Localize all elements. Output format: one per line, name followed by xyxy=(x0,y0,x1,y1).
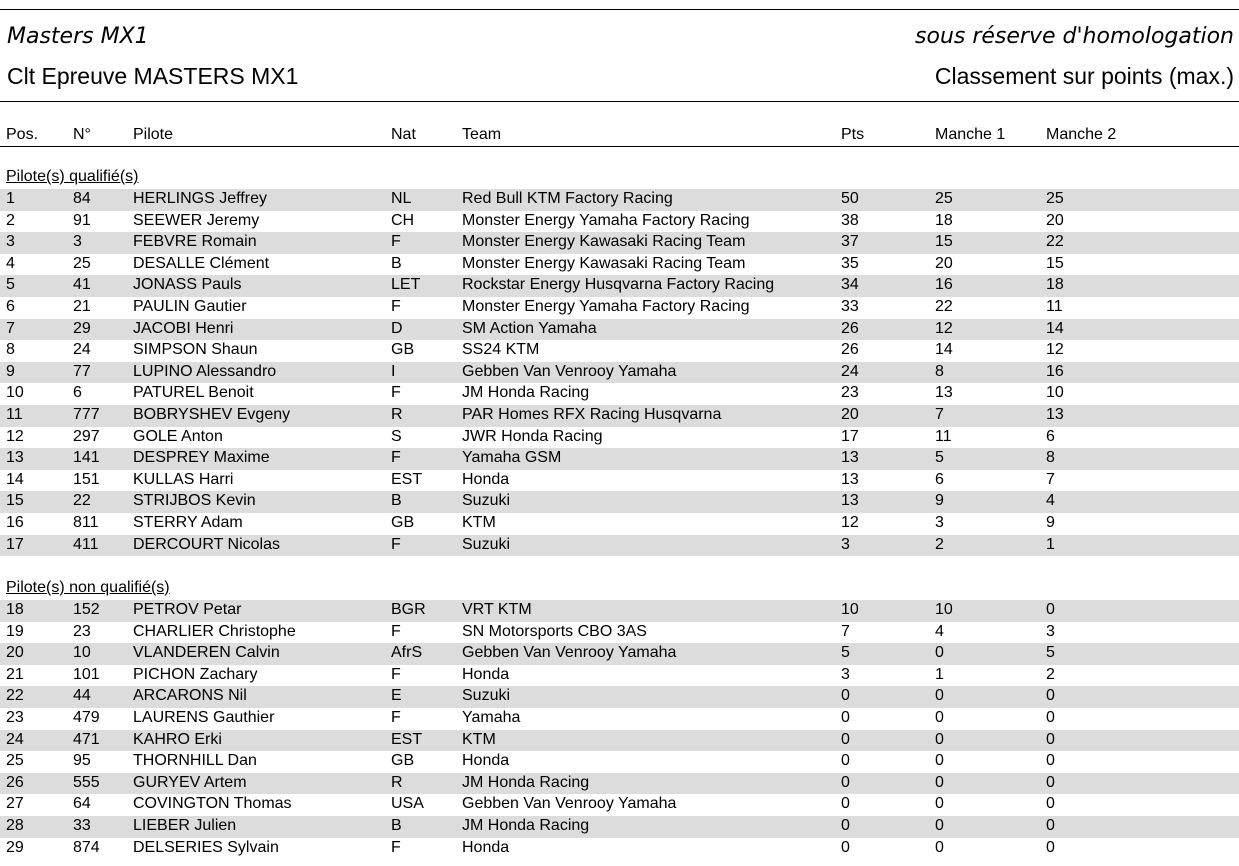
cell-team: Rockstar Energy Husqvarna Factory Racing xyxy=(462,276,775,294)
cell-pts: 0 xyxy=(841,730,850,748)
cell-pts: 24 xyxy=(841,362,859,380)
cell-team: Monster Energy Kawasaki Racing Team xyxy=(462,233,746,251)
cell-number: 555 xyxy=(73,773,100,791)
cell-pos: 27 xyxy=(6,795,24,813)
cell-manche-1: 0 xyxy=(935,795,944,813)
cell-nat: F xyxy=(391,535,401,553)
cell-pts: 17 xyxy=(841,427,859,445)
col-pilote: Pilote xyxy=(133,126,174,143)
cell-nat: F xyxy=(391,708,401,726)
cell-pilote: KAHRO Erki xyxy=(133,730,222,748)
cell-number: 44 xyxy=(73,687,91,705)
cell-pts: 50 xyxy=(841,190,859,207)
cell-nat: F xyxy=(391,838,401,856)
table-row xyxy=(0,232,1239,254)
cell-pos: 4 xyxy=(6,254,15,272)
table-row xyxy=(0,340,1239,362)
cell-pts: 35 xyxy=(841,254,859,272)
cell-team: Suzuki xyxy=(462,687,511,705)
cell-pos: 2 xyxy=(6,211,15,229)
cell-manche-2: 7 xyxy=(1046,470,1055,488)
table-row xyxy=(0,773,1239,795)
cell-manche-2: 12 xyxy=(1046,341,1064,359)
cell-pts: 13 xyxy=(841,492,859,510)
cell-nat: F xyxy=(391,233,401,251)
cell-pts: 0 xyxy=(841,752,850,770)
col-team: Team xyxy=(462,126,502,143)
cell-pts: 0 xyxy=(841,795,850,813)
table-row xyxy=(0,686,1239,708)
section-title-qualified: Pilote(s) qualifié(s) xyxy=(6,168,139,185)
cell-pilote: DESPREY Maxime xyxy=(133,449,270,467)
cell-number: 25 xyxy=(73,254,91,272)
cell-manche-1: 25 xyxy=(935,190,953,207)
cell-pilote: STRIJBOS Kevin xyxy=(133,492,256,510)
cell-nat: F xyxy=(391,297,401,315)
cell-pts: 26 xyxy=(841,341,859,359)
cell-pts: 3 xyxy=(841,535,850,553)
cell-pilote: DERCOURT Nicolas xyxy=(133,535,280,553)
cell-pos: 7 xyxy=(6,319,15,337)
cell-pilote: THORNHILL Dan xyxy=(133,752,257,770)
cell-pos: 9 xyxy=(6,362,15,380)
header-rule xyxy=(0,101,1239,102)
section-title-non-qualified: Pilote(s) non qualifié(s) xyxy=(6,579,170,596)
cell-pos: 20 xyxy=(6,644,24,662)
homologation-note: sous réserve d'homologation xyxy=(915,24,1234,49)
cell-manche-1: 3 xyxy=(935,513,944,531)
cell-manche-2: 0 xyxy=(1046,773,1055,791)
cell-manche-2: 0 xyxy=(1046,752,1055,770)
cell-pts: 0 xyxy=(841,687,850,705)
column-headers xyxy=(0,124,1239,146)
cell-manche-1: 1 xyxy=(935,665,944,683)
ranking-type: Classement sur points (max.) xyxy=(934,63,1234,89)
cell-team: Yamaha xyxy=(462,708,521,726)
cell-team: PAR Homes RFX Racing Husqvarna xyxy=(462,405,722,423)
cell-pilote: PICHON Zachary xyxy=(133,665,258,683)
cell-number: 41 xyxy=(73,276,91,294)
cell-pos: 15 xyxy=(6,492,24,510)
table-row xyxy=(0,383,1239,405)
cell-team: Honda xyxy=(462,665,510,683)
table-row xyxy=(0,513,1239,535)
cell-pos: 13 xyxy=(6,449,24,467)
table-row xyxy=(0,665,1239,687)
cell-manche-2: 6 xyxy=(1046,427,1055,445)
cell-pilote: JONASS Pauls xyxy=(133,276,242,294)
cell-nat: R xyxy=(391,773,403,791)
page-title: Masters MX1 xyxy=(7,24,149,49)
cell-nat: LET xyxy=(391,276,421,294)
cell-nat: CH xyxy=(391,211,415,229)
cell-team: Honda xyxy=(462,470,510,488)
cell-pts: 33 xyxy=(841,297,859,315)
cell-number: 29 xyxy=(73,319,91,337)
cell-pos: 3 xyxy=(6,233,15,251)
cell-pilote: COVINGTON Thomas xyxy=(133,795,292,813)
cell-manche-1: 0 xyxy=(935,773,944,791)
table-row xyxy=(0,535,1239,557)
cell-team: Yamaha GSM xyxy=(462,449,562,467)
cell-team: Red Bull KTM Factory Racing xyxy=(462,190,673,207)
cell-pilote: PETROV Petar xyxy=(133,601,242,618)
cell-team: JWR Honda Racing xyxy=(462,427,603,445)
cell-team: Monster Energy Kawasaki Racing Team xyxy=(462,254,746,272)
cell-pilote: HERLINGS Jeffrey xyxy=(133,190,267,207)
cell-pts: 34 xyxy=(841,276,859,294)
cell-number: 101 xyxy=(73,665,100,683)
col-pos: Pos. xyxy=(6,126,39,143)
col-pts: Pts xyxy=(841,126,865,143)
cell-number: 152 xyxy=(73,601,100,618)
cell-pos: 5 xyxy=(6,276,15,294)
cell-pilote: PAULIN Gautier xyxy=(133,297,247,315)
cell-nat: S xyxy=(391,427,402,445)
cell-team: Suzuki xyxy=(462,492,511,510)
cell-nat: I xyxy=(391,362,396,380)
cell-number: 874 xyxy=(73,838,100,856)
cell-manche-2: 22 xyxy=(1046,233,1064,251)
cell-pos: 1 xyxy=(6,190,15,207)
cell-nat: USA xyxy=(391,795,424,813)
cell-number: 33 xyxy=(73,816,91,834)
cell-manche-2: 10 xyxy=(1046,384,1064,402)
cell-pts: 0 xyxy=(841,773,850,791)
cell-nat: B xyxy=(391,816,402,834)
cell-pts: 0 xyxy=(841,708,850,726)
cell-manche-1: 0 xyxy=(935,687,944,705)
col-nat: Nat xyxy=(391,126,416,143)
cell-pts: 13 xyxy=(841,470,859,488)
table-row xyxy=(0,254,1239,276)
table-row xyxy=(0,794,1239,816)
cell-manche-2: 14 xyxy=(1046,319,1064,337)
cell-pos: 23 xyxy=(6,708,24,726)
cell-manche-2: 0 xyxy=(1046,795,1055,813)
cell-pos: 26 xyxy=(6,773,24,791)
cell-pos: 18 xyxy=(6,601,24,618)
cell-pos: 28 xyxy=(6,816,24,834)
col-manche-1: Manche 1 xyxy=(935,126,1006,143)
table-row xyxy=(0,448,1239,470)
cell-manche-1: 16 xyxy=(935,276,953,294)
cell-pos: 25 xyxy=(6,752,24,770)
cell-team: JM Honda Racing xyxy=(462,384,590,402)
table-row xyxy=(0,297,1239,319)
cell-manche-2: 5 xyxy=(1046,644,1055,662)
cell-manche-1: 11 xyxy=(935,427,952,445)
cell-pos: 14 xyxy=(6,470,24,488)
cell-pilote: LUPINO Alessandro xyxy=(133,362,277,380)
cell-team: JM Honda Racing xyxy=(462,773,590,791)
cell-number: 24 xyxy=(73,341,91,359)
cell-team: Gebben Van Venrooy Yamaha xyxy=(462,362,677,380)
cell-nat: EST xyxy=(391,730,423,748)
cell-number: 151 xyxy=(73,470,100,488)
cell-pts: 26 xyxy=(841,319,859,337)
cell-team: SS24 KTM xyxy=(462,341,540,359)
cell-pilote: GURYEV Artem xyxy=(133,773,247,791)
table-row xyxy=(0,275,1239,297)
cell-pos: 17 xyxy=(6,535,24,553)
cell-manche-1: 15 xyxy=(935,233,953,251)
table-row xyxy=(0,838,1239,860)
cell-manche-1: 9 xyxy=(935,492,944,510)
table-row xyxy=(0,751,1239,773)
cell-team: Honda xyxy=(462,838,510,856)
cell-manche-1: 8 xyxy=(935,362,944,380)
cell-manche-2: 11 xyxy=(1046,297,1063,315)
cell-manche-1: 7 xyxy=(935,405,944,423)
cell-manche-2: 0 xyxy=(1046,687,1055,705)
cell-manche-2: 2 xyxy=(1046,665,1055,683)
cell-nat: NL xyxy=(391,190,412,207)
cell-pos: 16 xyxy=(6,513,24,531)
cell-manche-2: 0 xyxy=(1046,730,1055,748)
cell-manche-2: 0 xyxy=(1046,838,1055,856)
cell-manche-2: 18 xyxy=(1046,276,1064,294)
cell-nat: R xyxy=(391,405,403,423)
cell-nat: F xyxy=(391,622,401,640)
table-row xyxy=(0,816,1239,838)
cell-number: 77 xyxy=(73,362,91,380)
cell-pts: 0 xyxy=(841,838,850,856)
cell-pts: 3 xyxy=(841,665,850,683)
cell-manche-2: 0 xyxy=(1046,601,1055,618)
cell-manche-1: 12 xyxy=(935,319,953,337)
table-row xyxy=(0,730,1239,752)
cell-manche-1: 2 xyxy=(935,535,944,553)
table-row xyxy=(0,189,1239,211)
cell-nat: D xyxy=(391,319,403,337)
cell-pts: 20 xyxy=(841,405,859,423)
cell-pilote: VLANDEREN Calvin xyxy=(133,644,280,662)
cell-manche-2: 3 xyxy=(1046,622,1055,640)
cell-pilote: FEBVRE Romain xyxy=(133,233,257,251)
cell-nat: GB xyxy=(391,341,415,359)
cell-pilote: SEEWER Jeremy xyxy=(133,211,260,229)
cell-pos: 11 xyxy=(6,405,23,423)
cell-team: SN Motorsports CBO 3AS xyxy=(462,622,647,640)
cell-manche-2: 16 xyxy=(1046,362,1064,380)
cell-manche-1: 0 xyxy=(935,752,944,770)
cell-pilote: GOLE Anton xyxy=(133,427,223,445)
cell-manche-1: 4 xyxy=(935,622,944,640)
event-subtitle: Clt Epreuve MASTERS MX1 xyxy=(7,63,299,89)
cell-team: KTM xyxy=(462,513,496,531)
cell-manche-1: 6 xyxy=(935,470,944,488)
cell-manche-1: 10 xyxy=(935,601,953,618)
table-row xyxy=(0,600,1239,622)
table-row xyxy=(0,708,1239,730)
cell-pts: 10 xyxy=(841,601,859,618)
table-row xyxy=(0,362,1239,384)
cell-pos: 6 xyxy=(6,297,15,315)
table-row xyxy=(0,491,1239,513)
cell-manche-1: 0 xyxy=(935,816,944,834)
column-header-rule xyxy=(0,146,1239,147)
cell-team: Monster Energy Yamaha Factory Racing xyxy=(462,211,750,229)
col-manche-2: Manche 2 xyxy=(1046,126,1117,143)
cell-pts: 5 xyxy=(841,644,850,662)
cell-pilote: PATUREL Benoit xyxy=(133,384,254,402)
cell-number: 91 xyxy=(73,211,91,229)
cell-pilote: DESALLE Clément xyxy=(133,254,270,272)
cell-number: 297 xyxy=(73,427,100,445)
cell-pilote: ARCARONS Nil xyxy=(133,687,247,705)
cell-pilote: BOBRYSHEV Evgeny xyxy=(133,405,291,423)
cell-manche-1: 0 xyxy=(935,838,944,856)
cell-manche-2: 20 xyxy=(1046,211,1064,229)
cell-manche-2: 0 xyxy=(1046,816,1055,834)
cell-manche-1: 0 xyxy=(935,708,944,726)
cell-number: 95 xyxy=(73,752,91,770)
cell-manche-2: 13 xyxy=(1046,405,1064,423)
cell-nat: AfrS xyxy=(391,644,423,662)
cell-manche-1: 0 xyxy=(935,644,944,662)
cell-manche-1: 13 xyxy=(935,384,953,402)
cell-number: 10 xyxy=(73,644,91,662)
cell-manche-1: 14 xyxy=(935,341,953,359)
cell-pilote: LIEBER Julien xyxy=(133,816,237,834)
cell-nat: GB xyxy=(391,752,415,770)
table-row xyxy=(0,622,1239,644)
cell-manche-2: 25 xyxy=(1046,190,1064,207)
cell-manche-1: 0 xyxy=(935,730,944,748)
cell-nat: F xyxy=(391,665,401,683)
cell-manche-1: 18 xyxy=(935,211,953,229)
cell-pts: 38 xyxy=(841,211,859,229)
cell-pts: 23 xyxy=(841,384,859,402)
cell-pilote: STERRY Adam xyxy=(133,513,243,531)
table-row xyxy=(0,643,1239,665)
cell-manche-1: 5 xyxy=(935,449,944,467)
cell-manche-2: 1 xyxy=(1046,535,1055,553)
cell-number: 777 xyxy=(73,405,100,423)
col-number: N° xyxy=(73,126,91,143)
cell-number: 84 xyxy=(73,190,91,207)
cell-manche-2: 8 xyxy=(1046,449,1055,467)
qualified-table xyxy=(0,189,1239,556)
cell-team: Gebben Van Venrooy Yamaha xyxy=(462,644,677,662)
cell-nat: GB xyxy=(391,513,415,531)
cell-nat: F xyxy=(391,449,401,467)
cell-number: 64 xyxy=(73,795,91,813)
cell-pts: 13 xyxy=(841,449,859,467)
cell-nat: EST xyxy=(391,470,423,488)
cell-number: 811 xyxy=(73,513,99,531)
cell-manche-1: 20 xyxy=(935,254,953,272)
cell-number: 411 xyxy=(73,535,99,553)
cell-manche-2: 15 xyxy=(1046,254,1064,272)
cell-number: 3 xyxy=(73,233,82,251)
table-row xyxy=(0,211,1239,233)
cell-number: 141 xyxy=(73,449,100,467)
cell-team: Monster Energy Yamaha Factory Racing xyxy=(462,297,750,315)
cell-pts: 37 xyxy=(841,233,859,251)
cell-pilote: SIMPSON Shaun xyxy=(133,341,258,359)
table-row xyxy=(0,470,1239,492)
cell-pts: 0 xyxy=(841,816,850,834)
cell-pts: 7 xyxy=(841,622,850,640)
cell-nat: B xyxy=(391,254,402,272)
cell-team: Honda xyxy=(462,752,510,770)
cell-pos: 8 xyxy=(6,341,15,359)
cell-manche-2: 9 xyxy=(1046,513,1055,531)
cell-team: JM Honda Racing xyxy=(462,816,590,834)
table-row xyxy=(0,405,1239,427)
cell-nat: BGR xyxy=(391,601,426,618)
cell-team: SM Action Yamaha xyxy=(462,319,597,337)
cell-nat: F xyxy=(391,384,401,402)
cell-nat: B xyxy=(391,492,402,510)
non-qualified-table xyxy=(0,600,1239,859)
cell-number: 471 xyxy=(73,730,100,748)
cell-manche-2: 0 xyxy=(1046,708,1055,726)
cell-manche-2: 4 xyxy=(1046,492,1055,510)
cell-number: 21 xyxy=(73,297,91,315)
cell-team: Suzuki xyxy=(462,535,511,553)
cell-pos: 22 xyxy=(6,687,24,705)
table-row xyxy=(0,319,1239,341)
cell-pos: 10 xyxy=(6,384,24,402)
cell-pilote: DELSERIES Sylvain xyxy=(133,838,279,856)
cell-pilote: CHARLIER Christophe xyxy=(133,622,296,640)
cell-manche-1: 22 xyxy=(935,297,953,315)
cell-number: 6 xyxy=(73,384,82,402)
cell-number: 22 xyxy=(73,492,91,510)
cell-team: KTM xyxy=(462,730,496,748)
cell-pos: 12 xyxy=(6,427,24,445)
cell-pilote: JACOBI Henri xyxy=(133,319,234,337)
cell-number: 23 xyxy=(73,622,91,640)
top-rule xyxy=(0,9,1239,10)
table-row xyxy=(0,427,1239,449)
cell-nat: E xyxy=(391,687,402,705)
cell-number: 479 xyxy=(73,708,100,726)
cell-pos: 29 xyxy=(6,838,24,856)
cell-pilote: KULLAS Harri xyxy=(133,470,234,488)
cell-pts: 12 xyxy=(841,513,859,531)
cell-pos: 21 xyxy=(6,665,24,683)
cell-pilote: LAURENS Gauthier xyxy=(133,708,275,726)
cell-pos: 24 xyxy=(6,730,24,748)
cell-team: Gebben Van Venrooy Yamaha xyxy=(462,795,677,813)
cell-team: VRT KTM xyxy=(462,601,532,618)
cell-pos: 19 xyxy=(6,622,24,640)
